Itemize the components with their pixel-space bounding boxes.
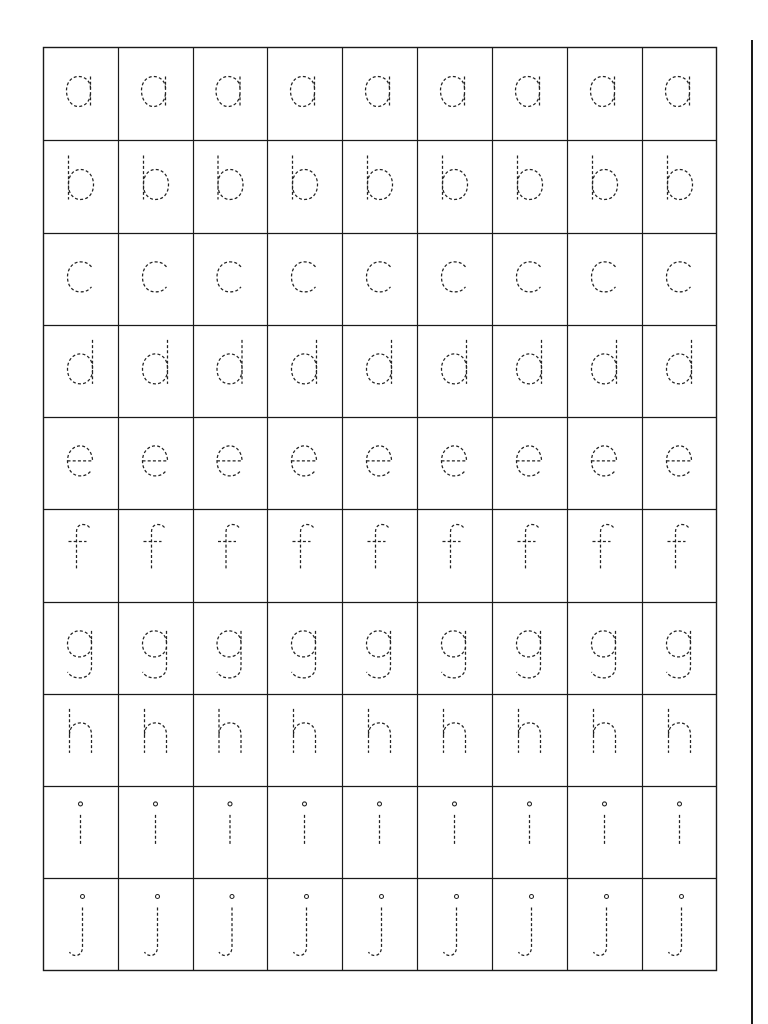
- tracing-cell-b[interactable]: [493, 141, 566, 232]
- tracing-cell-g[interactable]: [418, 603, 491, 693]
- tracing-cell-area[interactable]: [343, 603, 416, 693]
- tracing-cell-area[interactable]: [194, 418, 266, 508]
- tracing-grid: [43, 47, 717, 971]
- tracing-cell-j[interactable]: [568, 879, 641, 970]
- tracing-cell-d[interactable]: [643, 326, 716, 416]
- tracing-cell-i[interactable]: [343, 787, 416, 877]
- tracing-cell-area[interactable]: [643, 418, 716, 508]
- tracing-cell-area[interactable]: [194, 879, 266, 970]
- tracing-cell-area[interactable]: [44, 879, 117, 970]
- tracing-cell-area[interactable]: [418, 234, 491, 324]
- tracing-cell-area[interactable]: [568, 326, 641, 416]
- tracing-cell-area[interactable]: [44, 695, 117, 785]
- tracing-cell-area[interactable]: [643, 695, 716, 785]
- tracing-cell-b[interactable]: [643, 141, 716, 232]
- tracing-cell-area[interactable]: [44, 141, 117, 232]
- letter-row-e: [44, 418, 716, 508]
- tracing-cell-area[interactable]: [343, 510, 416, 601]
- letter-row-g: [44, 603, 716, 693]
- tracing-cell-area[interactable]: [493, 510, 566, 601]
- letter-row-h: [44, 695, 716, 785]
- tracing-cell-area[interactable]: [493, 326, 566, 416]
- tracing-cell-area[interactable]: [268, 603, 341, 693]
- tracing-cell-area[interactable]: [418, 695, 491, 785]
- tracing-cell-area[interactable]: [268, 234, 341, 324]
- tracing-cell-b[interactable]: [268, 141, 341, 232]
- tracing-cell-j[interactable]: [44, 879, 117, 970]
- tracing-cell-area[interactable]: [194, 234, 266, 324]
- tracing-cell-c[interactable]: [418, 234, 491, 324]
- tracing-cell-j[interactable]: [194, 879, 266, 970]
- tracing-cell-h[interactable]: [268, 695, 341, 785]
- tracing-cell-area[interactable]: [643, 141, 716, 232]
- tracing-cell-area[interactable]: [268, 418, 341, 508]
- tracing-cell-area[interactable]: [643, 234, 716, 324]
- tracing-cell-e[interactable]: [568, 418, 641, 508]
- tracing-cell-a[interactable]: [119, 48, 192, 139]
- tracing-cell-area[interactable]: [343, 141, 416, 232]
- tracing-cell-e[interactable]: [643, 418, 716, 508]
- tracing-cell-area[interactable]: [493, 418, 566, 508]
- tracing-cell-area[interactable]: [643, 510, 716, 601]
- tracing-cell-e[interactable]: [194, 418, 266, 508]
- tracing-cell-c[interactable]: [568, 234, 641, 324]
- tracing-cell-d[interactable]: [493, 326, 566, 416]
- tracing-cell-area[interactable]: [119, 418, 192, 508]
- tracing-cell-area[interactable]: [194, 510, 266, 601]
- tracing-cell-area[interactable]: [268, 48, 341, 139]
- tracing-cell-d[interactable]: [119, 326, 192, 416]
- tracing-cell-h[interactable]: [119, 695, 192, 785]
- tracing-cell-area[interactable]: [44, 603, 117, 693]
- tracing-cell-area[interactable]: [418, 510, 491, 601]
- tracing-cell-area[interactable]: [568, 141, 641, 232]
- tracing-cell-d[interactable]: [194, 326, 266, 416]
- tracing-cell-g[interactable]: [194, 603, 266, 693]
- tracing-cell-f[interactable]: [493, 510, 566, 601]
- tracing-cell-d[interactable]: [568, 326, 641, 416]
- letter-row-j: [44, 879, 716, 970]
- tracing-cell-area[interactable]: [418, 603, 491, 693]
- tracing-cell-area[interactable]: [44, 234, 117, 324]
- tracing-cell-h[interactable]: [418, 695, 491, 785]
- tracing-cell-area[interactable]: [643, 879, 716, 970]
- tracing-cell-c[interactable]: [643, 234, 716, 324]
- tracing-cell-a[interactable]: [418, 48, 491, 139]
- tracing-cell-h[interactable]: [343, 695, 416, 785]
- tracing-cell-area[interactable]: [493, 48, 566, 139]
- tracing-cell-area[interactable]: [119, 234, 192, 324]
- tracing-cell-i[interactable]: [268, 787, 341, 877]
- tracing-cell-area[interactable]: [343, 418, 416, 508]
- tracing-cell-c[interactable]: [268, 234, 341, 324]
- tracing-cell-area[interactable]: [119, 695, 192, 785]
- tracing-cell-i[interactable]: [568, 787, 641, 877]
- tracing-cell-area[interactable]: [44, 48, 117, 139]
- letter-row-c: [44, 234, 716, 324]
- tracing-cell-area[interactable]: [493, 234, 566, 324]
- tracing-cell-h[interactable]: [643, 695, 716, 785]
- letter-row-b: [44, 141, 716, 232]
- tracing-cell-f[interactable]: [119, 510, 192, 601]
- tracing-cell-d[interactable]: [343, 326, 416, 416]
- tracing-cell-f[interactable]: [418, 510, 491, 601]
- tracing-cell-area[interactable]: [568, 418, 641, 508]
- tracing-cell-area[interactable]: [194, 48, 266, 139]
- letter-row-d: [44, 326, 716, 416]
- tracing-cell-area[interactable]: [268, 510, 341, 601]
- tracing-cell-e[interactable]: [493, 418, 566, 508]
- tracing-cell-area[interactable]: [643, 48, 716, 139]
- tracing-cell-area[interactable]: [493, 879, 566, 970]
- tracing-cell-area[interactable]: [418, 326, 491, 416]
- tracing-cell-f[interactable]: [343, 510, 416, 601]
- tracing-cell-area[interactable]: [568, 48, 641, 139]
- tracing-cell-j[interactable]: [343, 879, 416, 970]
- tracing-cell-area[interactable]: [343, 48, 416, 139]
- tracing-cell-area[interactable]: [44, 418, 117, 508]
- page-edge-line: [751, 40, 753, 1024]
- tracing-cell-area[interactable]: [493, 603, 566, 693]
- tracing-cell-b[interactable]: [343, 141, 416, 232]
- tracing-cell-a[interactable]: [44, 48, 117, 139]
- tracing-cell-g[interactable]: [493, 603, 566, 693]
- tracing-cell-h[interactable]: [44, 695, 117, 785]
- tracing-cell-area[interactable]: [568, 603, 641, 693]
- tracing-cell-j[interactable]: [643, 879, 716, 970]
- tracing-cell-c[interactable]: [194, 234, 266, 324]
- tracing-cell-j[interactable]: [493, 879, 566, 970]
- tracing-cell-j[interactable]: [119, 879, 192, 970]
- tracing-cell-area[interactable]: [568, 695, 641, 785]
- tracing-cell-i[interactable]: [119, 787, 192, 877]
- tracing-cell-g[interactable]: [643, 603, 716, 693]
- tracing-cell-i[interactable]: [418, 787, 491, 877]
- tracing-cell-area[interactable]: [119, 326, 192, 416]
- tracing-cell-g[interactable]: [343, 603, 416, 693]
- tracing-cell-g[interactable]: [119, 603, 192, 693]
- tracing-cell-g[interactable]: [568, 603, 641, 693]
- tracing-cell-area[interactable]: [194, 695, 266, 785]
- tracing-cell-e[interactable]: [343, 418, 416, 508]
- tracing-cell-area[interactable]: [343, 879, 416, 970]
- letter-row-f: [44, 510, 716, 601]
- tracing-cell-c[interactable]: [119, 234, 192, 324]
- tracing-cell-f[interactable]: [643, 510, 716, 601]
- tracing-cell-b[interactable]: [568, 141, 641, 232]
- tracing-cell-area[interactable]: [44, 510, 117, 601]
- tracing-cell-area[interactable]: [268, 879, 341, 970]
- tracing-cell-area[interactable]: [418, 141, 491, 232]
- tracing-cell-a[interactable]: [493, 48, 566, 139]
- tracing-cell-area[interactable]: [194, 326, 266, 416]
- tracing-cell-area[interactable]: [568, 510, 641, 601]
- tracing-cell-area[interactable]: [343, 326, 416, 416]
- tracing-cell-i[interactable]: [44, 787, 117, 877]
- tracing-cell-a[interactable]: [268, 48, 341, 139]
- tracing-cell-f[interactable]: [194, 510, 266, 601]
- tracing-cell-e[interactable]: [418, 418, 491, 508]
- tracing-cell-area[interactable]: [643, 603, 716, 693]
- tracing-cell-b[interactable]: [119, 141, 192, 232]
- tracing-cell-h[interactable]: [194, 695, 266, 785]
- tracing-cell-area[interactable]: [194, 603, 266, 693]
- tracing-cell-c[interactable]: [343, 234, 416, 324]
- tracing-cell-i[interactable]: [493, 787, 566, 877]
- letter-row-a: [44, 48, 716, 139]
- tracing-cell-j[interactable]: [418, 879, 491, 970]
- tracing-cell-e[interactable]: [268, 418, 341, 508]
- tracing-cell-a[interactable]: [194, 48, 266, 139]
- tracing-cell-area[interactable]: [119, 510, 192, 601]
- tracing-cell-e[interactable]: [119, 418, 192, 508]
- tracing-cell-area[interactable]: [343, 695, 416, 785]
- tracing-cell-d[interactable]: [418, 326, 491, 416]
- tracing-cell-a[interactable]: [643, 48, 716, 139]
- tracing-cell-area[interactable]: [268, 695, 341, 785]
- tracing-cell-g[interactable]: [268, 603, 341, 693]
- tracing-cell-area[interactable]: [493, 141, 566, 232]
- tracing-cell-area[interactable]: [493, 695, 566, 785]
- tracing-cell-e[interactable]: [44, 418, 117, 508]
- tracing-cell-b[interactable]: [418, 141, 491, 232]
- tracing-cell-area[interactable]: [418, 418, 491, 508]
- tracing-cell-area[interactable]: [343, 234, 416, 324]
- tracing-cell-area[interactable]: [119, 879, 192, 970]
- letter-row-i: [44, 787, 716, 877]
- tracing-cell-area[interactable]: [568, 234, 641, 324]
- tracing-cell-area[interactable]: [119, 48, 192, 139]
- tracing-cell-area[interactable]: [119, 141, 192, 232]
- tracing-cell-area[interactable]: [119, 603, 192, 693]
- tracing-cell-area[interactable]: [268, 326, 341, 416]
- tracing-cell-f[interactable]: [44, 510, 117, 601]
- tracing-cell-area[interactable]: [418, 48, 491, 139]
- tracing-cell-d[interactable]: [268, 326, 341, 416]
- tracing-cell-area[interactable]: [418, 879, 491, 970]
- tracing-cell-i[interactable]: [643, 787, 716, 877]
- tracing-cell-area[interactable]: [268, 141, 341, 232]
- tracing-cell-area[interactable]: [643, 326, 716, 416]
- tracing-cell-area[interactable]: [44, 326, 117, 416]
- tracing-cell-area[interactable]: [568, 879, 641, 970]
- tracing-cell-c[interactable]: [44, 234, 117, 324]
- tracing-cell-f[interactable]: [268, 510, 341, 601]
- tracing-cell-f[interactable]: [568, 510, 641, 601]
- tracing-cell-area[interactable]: [194, 141, 266, 232]
- tracing-cell-a[interactable]: [568, 48, 641, 139]
- tracing-cell-b[interactable]: [194, 141, 266, 232]
- tracing-cell-a[interactable]: [343, 48, 416, 139]
- tracing-cell-h[interactable]: [568, 695, 641, 785]
- tracing-cell-i[interactable]: [194, 787, 266, 877]
- tracing-cell-c[interactable]: [493, 234, 566, 324]
- tracing-cell-j[interactable]: [268, 879, 341, 970]
- tracing-cell-b[interactable]: [44, 141, 117, 232]
- tracing-cell-d[interactable]: [44, 326, 117, 416]
- tracing-cell-h[interactable]: [493, 695, 566, 785]
- tracing-cell-g[interactable]: [44, 603, 117, 693]
